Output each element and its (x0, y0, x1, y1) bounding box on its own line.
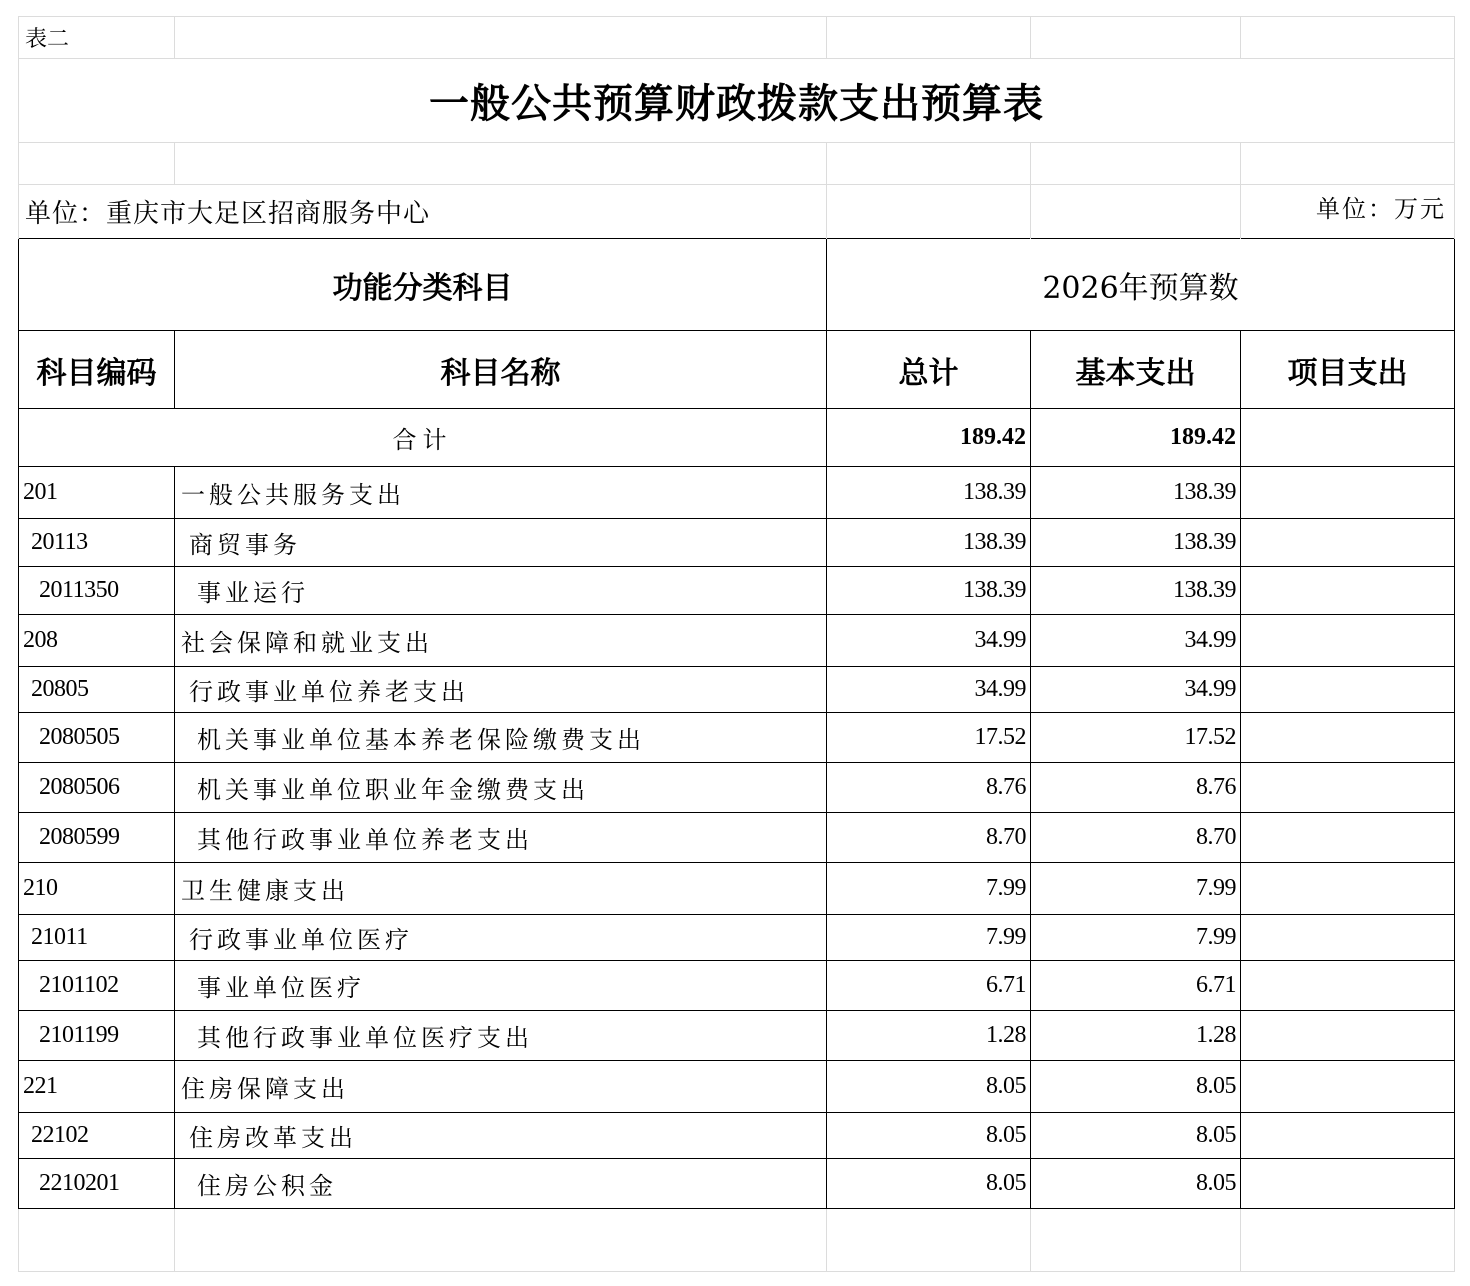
row-project (1241, 813, 1455, 863)
row-basic: 8.76 (1031, 763, 1241, 813)
row-code: 210 (19, 863, 175, 915)
row-total: 138.39 (827, 567, 1031, 615)
row-total: 8.05 (827, 1113, 1031, 1159)
row-basic: 7.99 (1031, 863, 1241, 915)
table-row (19, 813, 1455, 863)
row-name: 卫生健康支出 (175, 863, 827, 915)
row-basic: 8.05 (1031, 1061, 1241, 1113)
header-total: 总计 (827, 331, 1031, 409)
table-row (19, 863, 1455, 915)
row-name: 住房改革支出 (175, 1113, 827, 1159)
row-project (1241, 1113, 1455, 1159)
row-basic: 1.28 (1031, 1011, 1241, 1061)
row-code: 201 (19, 467, 175, 519)
unit-organization: 单位：重庆市大足区招商服务中心 (19, 185, 827, 239)
row-code: 22102 (19, 1113, 175, 1159)
table-row (19, 519, 1455, 567)
page-title: 一般公共预算财政拨款支出预算表 (19, 59, 1455, 143)
row-basic: 138.39 (1031, 567, 1241, 615)
header-code: 科目编码 (19, 331, 175, 409)
total-basic: 189.42 (1031, 409, 1241, 467)
row-basic: 6.71 (1031, 961, 1241, 1011)
table-row (19, 1011, 1455, 1061)
row-total: 7.99 (827, 915, 1031, 961)
total-sum: 189.42 (827, 409, 1031, 467)
row-name: 行政事业单位医疗 (175, 915, 827, 961)
row-name: 行政事业单位养老支出 (175, 667, 827, 713)
row-total: 7.99 (827, 863, 1031, 915)
row-name: 一般公共服务支出 (175, 467, 827, 519)
row-project (1241, 915, 1455, 961)
table-row (19, 1061, 1455, 1113)
row-total: 138.39 (827, 467, 1031, 519)
row-total: 34.99 (827, 667, 1031, 713)
row-project (1241, 713, 1455, 763)
table-row (19, 667, 1455, 713)
table-row (19, 567, 1455, 615)
table-row (19, 1159, 1455, 1209)
row-code: 2101102 (19, 961, 175, 1011)
table-row (19, 467, 1455, 519)
row-basic: 8.05 (1031, 1159, 1241, 1209)
row-code: 2080505 (19, 713, 175, 763)
row-project (1241, 1159, 1455, 1209)
table-row (19, 763, 1455, 813)
row-basic: 8.05 (1031, 1113, 1241, 1159)
row-basic: 34.99 (1031, 615, 1241, 667)
row-name: 机关事业单位职业年金缴费支出 (175, 763, 827, 813)
table-row (19, 615, 1455, 667)
row-project (1241, 763, 1455, 813)
row-code: 21011 (19, 915, 175, 961)
budget-table (18, 16, 1455, 1209)
row-basic: 7.99 (1031, 915, 1241, 961)
row-code: 2080506 (19, 763, 175, 813)
row-total: 8.05 (827, 1159, 1031, 1209)
row-project (1241, 467, 1455, 519)
total-project (1241, 409, 1455, 467)
row-name: 其他行政事业单位医疗支出 (175, 1011, 827, 1061)
row-name: 社会保障和就业支出 (175, 615, 827, 667)
total-label: 合计 (19, 409, 827, 467)
header-project: 项目支出 (1241, 331, 1455, 409)
row-name: 事业运行 (175, 567, 827, 615)
row-name: 商贸事务 (175, 519, 827, 567)
row-project (1241, 1061, 1455, 1113)
row-basic: 138.39 (1031, 519, 1241, 567)
row-project (1241, 863, 1455, 915)
row-name: 机关事业单位基本养老保险缴费支出 (175, 713, 827, 763)
row-total: 17.52 (827, 713, 1031, 763)
table-row (19, 713, 1455, 763)
row-basic: 138.39 (1031, 467, 1241, 519)
row-total: 34.99 (827, 615, 1031, 667)
row-project (1241, 567, 1455, 615)
unit-currency: 单位：万元 (1241, 185, 1455, 239)
header-func-class: 功能分类科目 (19, 239, 827, 331)
row-total: 8.05 (827, 1061, 1031, 1113)
row-name: 住房公积金 (175, 1159, 827, 1209)
row-basic: 17.52 (1031, 713, 1241, 763)
row-code: 221 (19, 1061, 175, 1113)
row-project (1241, 615, 1455, 667)
table-row (19, 915, 1455, 961)
row-code: 208 (19, 615, 175, 667)
row-project (1241, 519, 1455, 567)
budget-sheet (18, 16, 1454, 1272)
row-code: 2210201 (19, 1159, 175, 1209)
header-basic: 基本支出 (1031, 331, 1241, 409)
blank-footer (18, 1209, 1455, 1272)
row-name: 住房保障支出 (175, 1061, 827, 1113)
row-code: 2101199 (19, 1011, 175, 1061)
table-label: 表二 (19, 17, 175, 59)
row-name: 其他行政事业单位养老支出 (175, 813, 827, 863)
row-total: 8.76 (827, 763, 1031, 813)
row-project (1241, 1011, 1455, 1061)
row-project (1241, 667, 1455, 713)
row-project (1241, 961, 1455, 1011)
row-basic: 34.99 (1031, 667, 1241, 713)
row-code: 2011350 (19, 567, 175, 615)
row-name: 事业单位医疗 (175, 961, 827, 1011)
header-name: 科目名称 (175, 331, 827, 409)
header-budget-year: 2026年预算数 (827, 239, 1455, 331)
table-row (19, 1113, 1455, 1159)
table-row (19, 961, 1455, 1011)
row-total: 138.39 (827, 519, 1031, 567)
row-total: 6.71 (827, 961, 1031, 1011)
total-row (19, 409, 1455, 467)
row-basic: 8.70 (1031, 813, 1241, 863)
row-total: 8.70 (827, 813, 1031, 863)
row-code: 2080599 (19, 813, 175, 863)
row-code: 20805 (19, 667, 175, 713)
row-total: 1.28 (827, 1011, 1031, 1061)
row-code: 20113 (19, 519, 175, 567)
